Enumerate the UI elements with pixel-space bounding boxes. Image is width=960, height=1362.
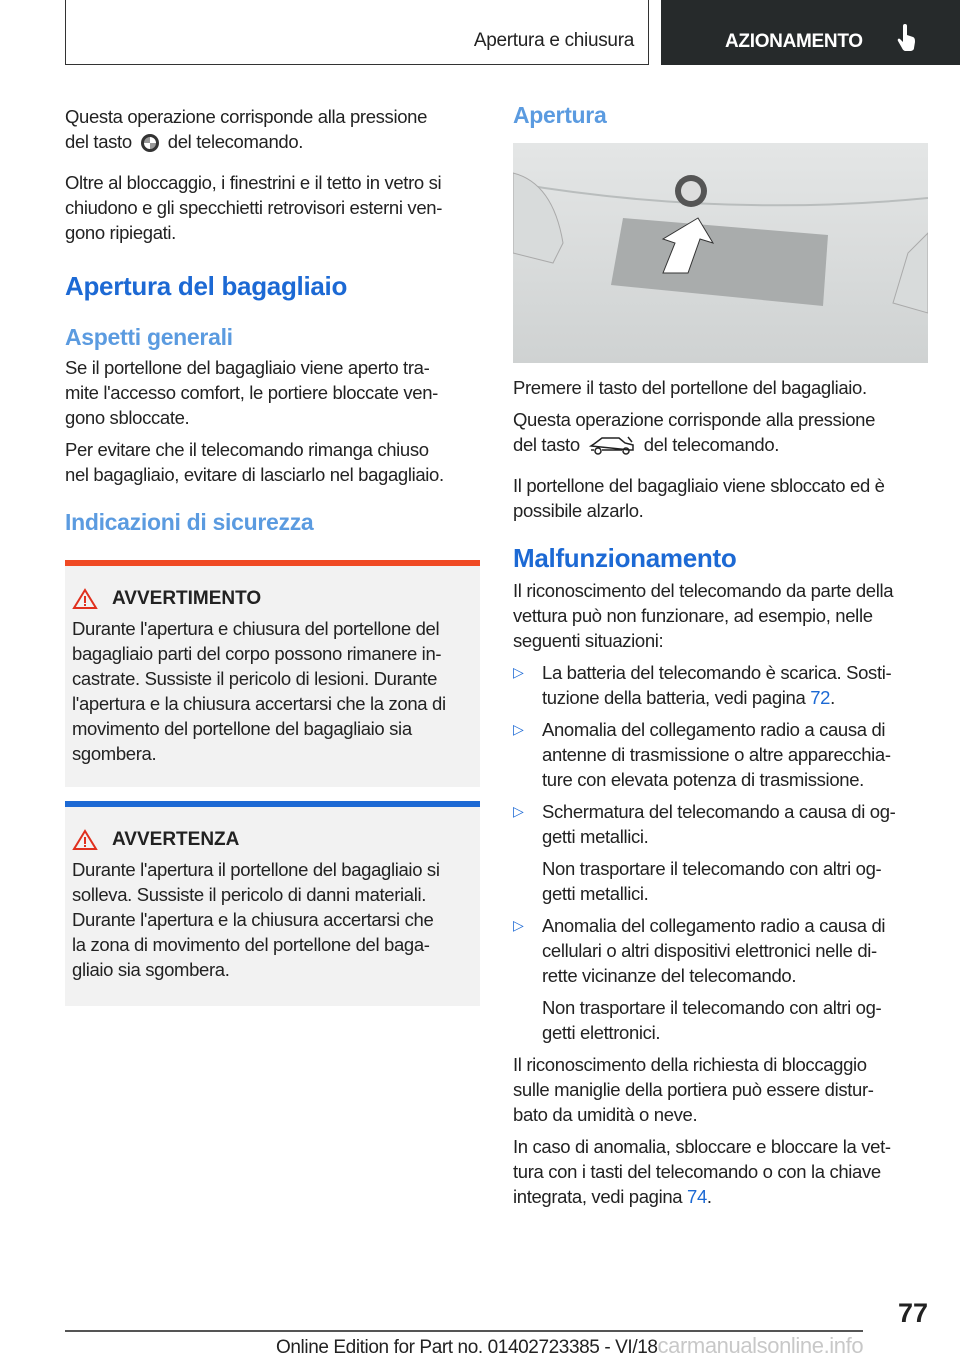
- bullet-triangle-icon: ▷: [513, 803, 524, 820]
- list-item: ▷ Anomalia del collegamento radio a causa di antenne di trasmissione o altre apparecchia- ture con elevata potenza di trasmissione.: [513, 719, 891, 791]
- paragraph: Il portellone del bagagliaio viene sbloccato ed è possibile alzarlo.: [513, 475, 885, 522]
- warning-triangle-icon: [72, 829, 98, 851]
- warning-triangle-icon: [72, 588, 98, 610]
- paragraph: Per evitare che il telecomando rimanga chiuso nel bagagliaio, evitare di lasciarlo nel bagagliaio.: [65, 439, 444, 485]
- paragraph: Il riconoscimento della richiesta di bloccaggio sulle maniglie della portiera può essere distur- bato da umidità o neve.: [513, 1054, 874, 1126]
- chapter-title: AZIONAMENTO: [725, 31, 863, 52]
- page-link-74[interactable]: 74: [687, 1186, 707, 1208]
- heading-malfunction: Malfunzionamento: [513, 543, 737, 574]
- paragraph: Oltre al bloccaggio, i finestrini e il tetto in vetro si chiudono e gli specchietti retrovisori esterni ven- gono ripiegati.: [65, 172, 443, 243]
- list-item: ▷ Schermatura del telecomando a causa di og- getti metallici.: [513, 801, 896, 848]
- chapter-tab: [661, 0, 960, 65]
- bullet-triangle-icon: ▷: [513, 664, 524, 681]
- watermark: carmanualsonline.info: [657, 1333, 864, 1358]
- paragraph: Questa operazione corrisponde alla pressione del tasto del telecomando.: [513, 407, 943, 457]
- header-section-box: [65, 0, 649, 65]
- list-item-note: Non trasportare il telecomando con altri og- getti metallici.: [542, 858, 882, 905]
- list-item-note: Non trasportare il telecomando con altri og- getti elettronici.: [542, 997, 882, 1044]
- bmw-logo-icon: [140, 133, 160, 153]
- paragraph: In caso di anomalia, sbloccare e bloccare la vet- tura con i tasti del telecomando o con la chiave integrata, vedi pagina 74.: [513, 1136, 891, 1208]
- trunk-illustration: [513, 143, 928, 363]
- caution-text: Durante l'apertura il portellone del bagagliaio si solleva. Sussiste il pericolo di danni materiali. Durante l'apertura e la chiusura accertarsi che la zona di movimento del portellone del baga- gliaio sia sgombera.: [72, 859, 440, 980]
- hand-pointer-icon: [897, 24, 917, 52]
- caution-box: [65, 801, 480, 1006]
- right-column: [513, 102, 943, 1216]
- warning-title: AVVERTIMENTO: [112, 588, 262, 609]
- car-trunk-icon: [588, 435, 636, 457]
- bullet-triangle-icon: ▷: [513, 917, 524, 934]
- heading-safety: Indicazioni di sicurezza: [65, 509, 314, 535]
- left-column: [65, 104, 485, 536]
- warning-box: [65, 560, 480, 787]
- list-item: ▷ Anomalia del collegamento radio a causa di cellulari o altri dispositivi elettronici nelle di- rette vicinanze del telecomando.: [513, 915, 886, 987]
- warning-text: Durante l'apertura e chiusura del portellone del bagagliaio parti del corpo possono rimanere in- castrate. Sussiste il pericolo di lesioni. Durante l'apertura e la chiusura accertarsi che la zona di movimento del portellone del bagagliaio sia sgombera.: [72, 618, 446, 764]
- caution-title: AVVERTENZA: [112, 829, 240, 850]
- paragraph: Questa operazione corrisponde alla pressione del tasto del telecomando.: [65, 106, 428, 152]
- page-link-72[interactable]: 72: [810, 687, 831, 709]
- heading-general: Aspetti generali: [65, 324, 233, 350]
- heading-opening: Apertura: [513, 102, 607, 128]
- footer-divider: [65, 1330, 863, 1332]
- heading-trunk-opening: Apertura del bagagliaio: [65, 271, 348, 301]
- footer-edition: Online Edition for Part no. 01402723385 - VI/18carmanualsonline.info: [276, 1333, 864, 1358]
- paragraph: Premere il tasto del portellone del bagagliaio.: [513, 377, 867, 398]
- section-title: Apertura e chiusura: [473, 30, 634, 51]
- list-item: ▷ La batteria del telecomando è scarica. Sosti- tuzione della batteria, vedi pagina 72.: [513, 662, 892, 709]
- bullet-triangle-icon: ▷: [513, 721, 524, 738]
- paragraph: Se il portellone del bagagliaio viene aperto tra- mite l'accesso comfort, le portiere bloccate ven- gono sbloccate.: [65, 357, 438, 428]
- paragraph: Il riconoscimento del telecomando da parte della vettura può non funzionare, ad esempio, nelle seguenti situazioni:: [513, 580, 894, 652]
- page-number: 77: [897, 1298, 928, 1328]
